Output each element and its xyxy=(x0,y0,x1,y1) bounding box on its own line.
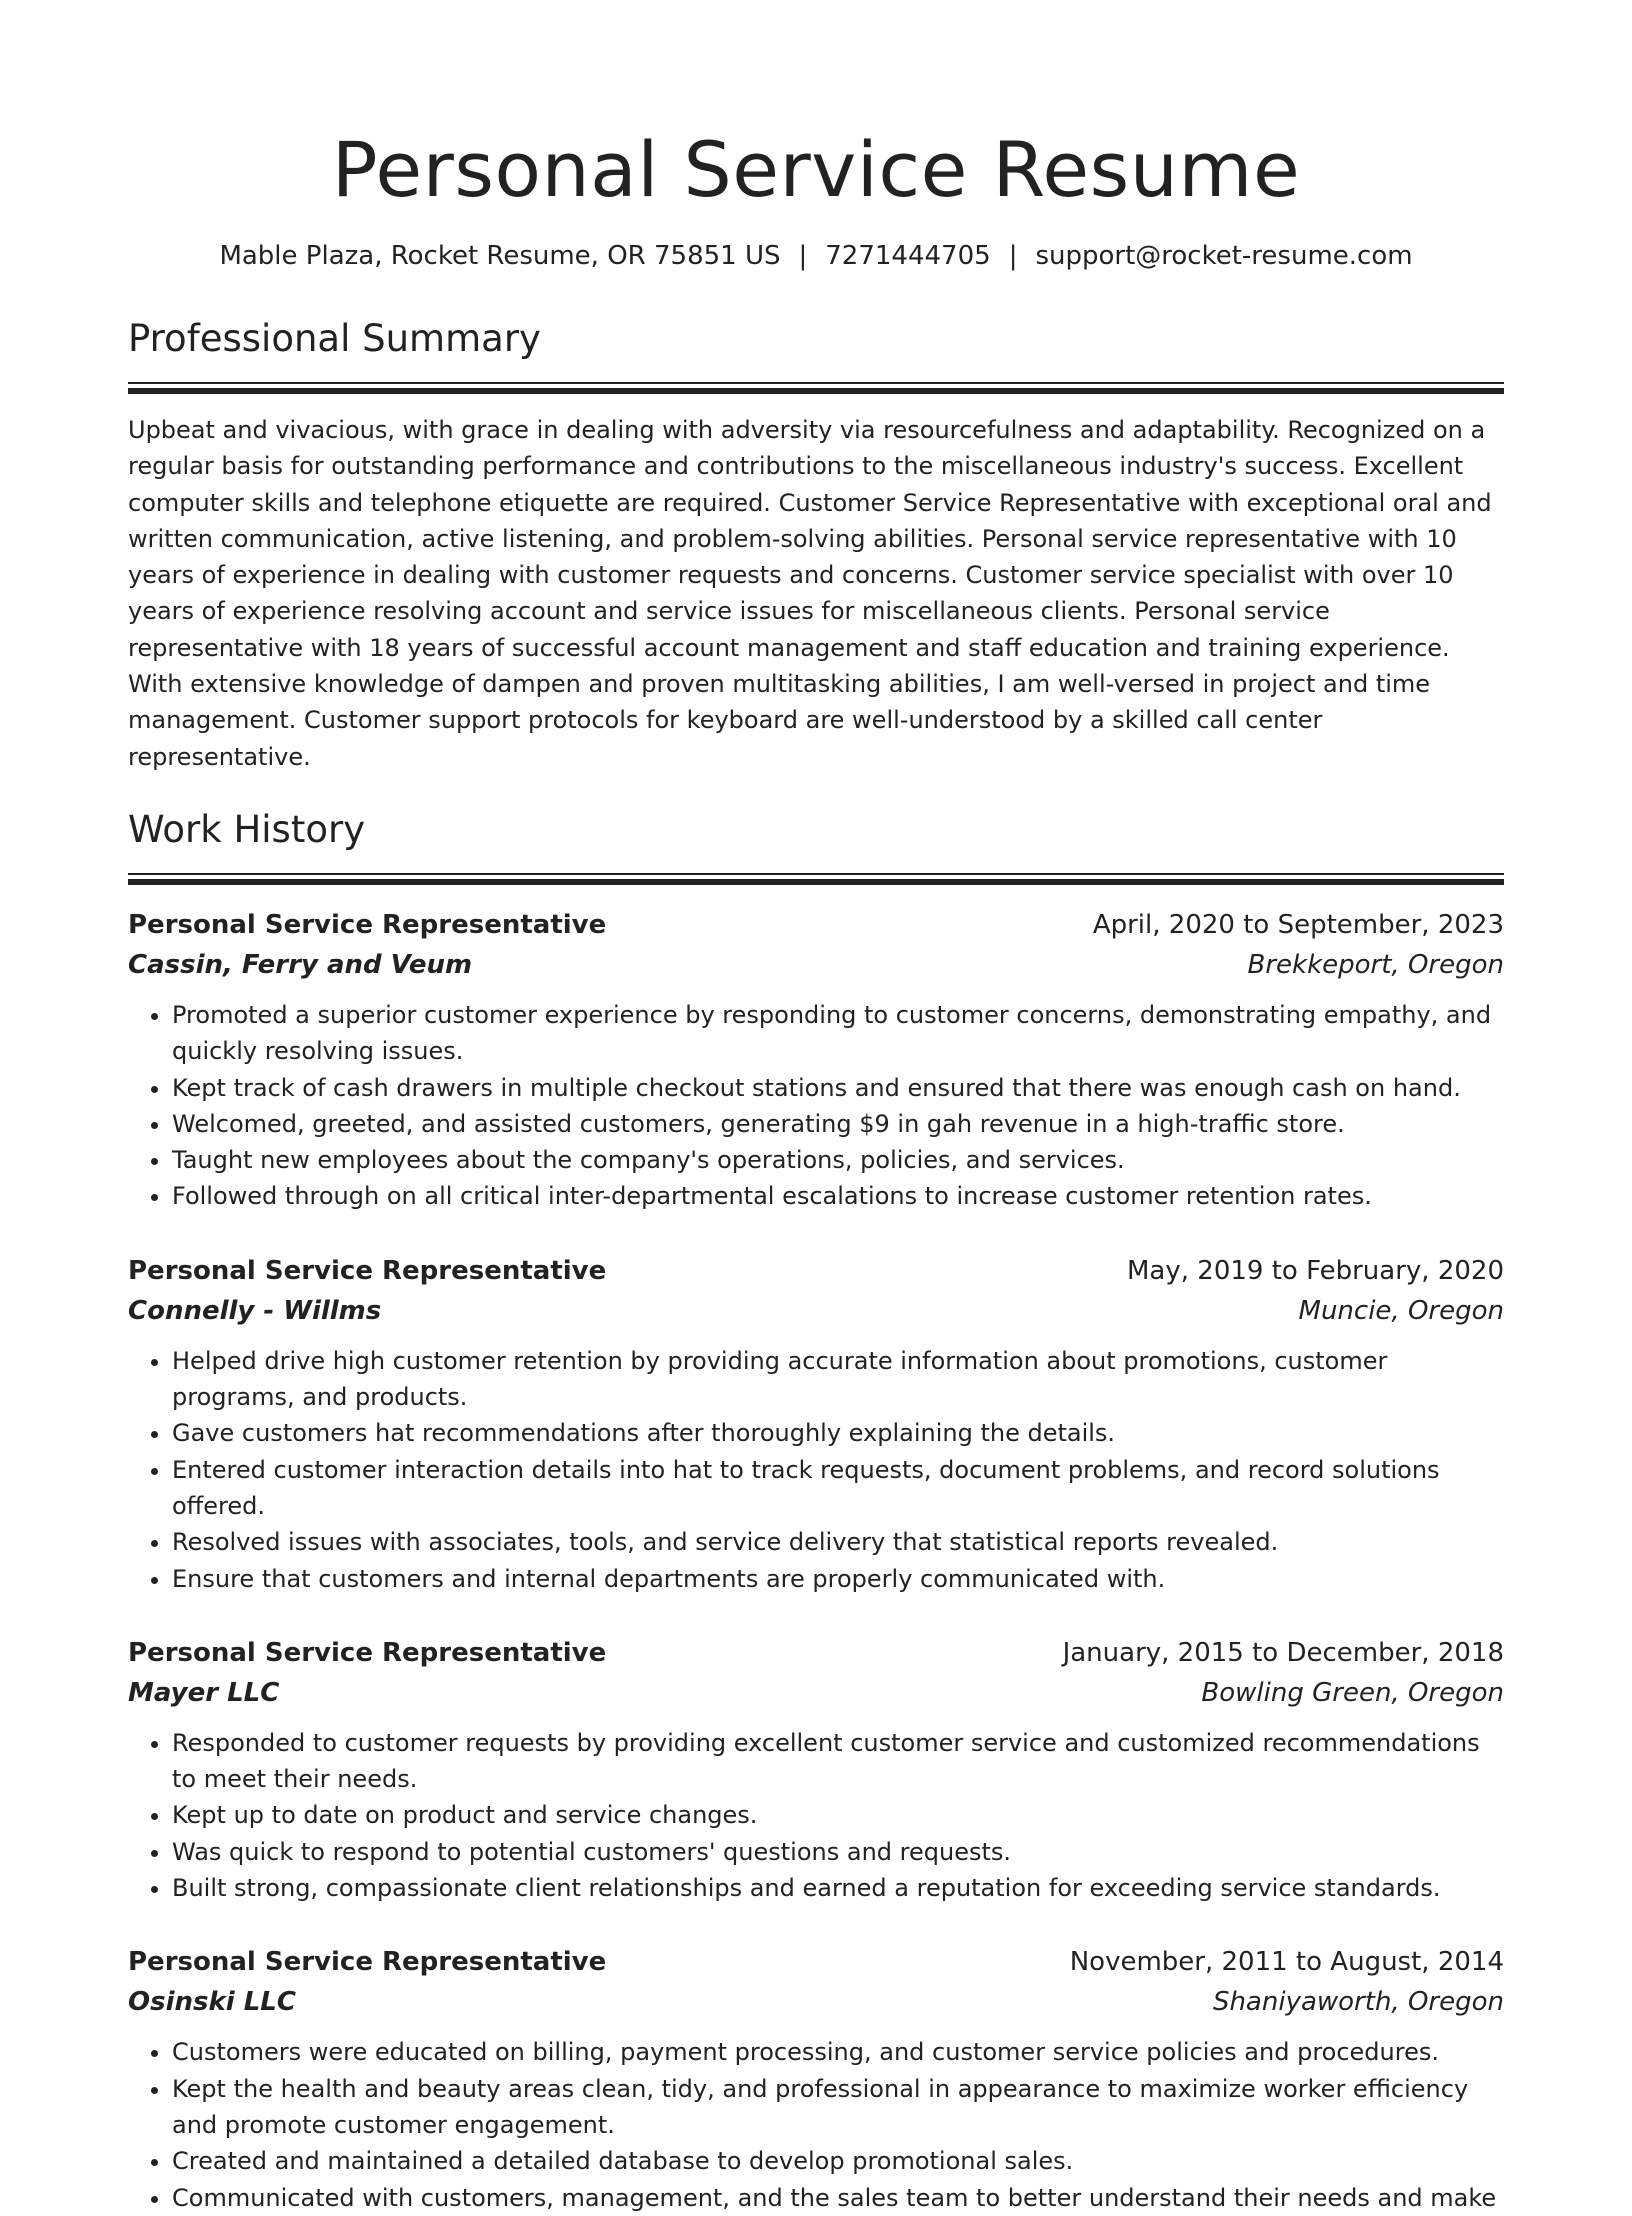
job-entry xyxy=(128,1251,1504,1597)
job-dates: May, 2019 to February, 2020 xyxy=(1127,1255,1504,1286)
job-bullet-list xyxy=(128,1725,1504,1906)
job-location: Bowling Green, Oregon xyxy=(1201,1677,1504,1708)
job-company: Mayer LLC xyxy=(128,1677,280,1708)
job-header xyxy=(128,1251,1504,1291)
job-dates: April, 2020 to September, 2023 xyxy=(1092,909,1504,940)
list-item: • Communicated with customers, management, and the sales team to better understand their needs and make xyxy=(172,2180,1504,2216)
list-item: • Followed through on all critical inter-departmental escalations to increase customer retention rates. xyxy=(172,1178,1504,1214)
job-subheader xyxy=(128,1673,1504,1713)
list-item: • Promoted a superior customer experience by responding to customer concerns, demonstrating empathy, and quickly resolving issues. xyxy=(172,997,1504,1070)
job-subheader xyxy=(128,1291,1504,1331)
contact-separator: | xyxy=(1008,241,1018,271)
job-title: Personal Service Representative xyxy=(128,909,607,940)
work-history-section xyxy=(128,805,1504,2216)
list-item: • Built strong, compassionate client relationships and earned a reputation for exceeding service standards. xyxy=(172,1870,1504,1906)
list-item: • Responded to customer requests by providing excellent customer service and customized recommendations to meet their needs. xyxy=(172,1725,1504,1798)
section-divider-thick xyxy=(128,879,1504,885)
job-header xyxy=(128,905,1504,945)
list-item: • Ensure that customers and internal departments are properly communicated with. xyxy=(172,1561,1504,1597)
job-title: Personal Service Representative xyxy=(128,1255,607,1286)
job-entry xyxy=(128,905,1504,1215)
list-item: • Helped drive high customer retention by providing accurate information about promotions, customer programs, and products. xyxy=(172,1343,1504,1416)
list-item: • Gave customers hat recommendations after thoroughly explaining the details. xyxy=(172,1415,1504,1451)
contact-address: Mable Plaza, Rocket Resume, OR 75851 US xyxy=(219,241,781,271)
job-subheader xyxy=(128,1982,1504,2022)
job-company: Cassin, Ferry and Veum xyxy=(128,949,473,980)
job-header xyxy=(128,1942,1504,1982)
section-heading: Work History xyxy=(128,807,366,851)
job-dates: November, 2011 to August, 2014 xyxy=(1069,1947,1504,1978)
job-location: Muncie, Oregon xyxy=(1298,1295,1504,1326)
section-divider-thick xyxy=(128,388,1504,394)
section-divider xyxy=(128,873,1504,875)
job-company: Connelly - Willms xyxy=(128,1295,382,1326)
list-item: • Was quick to respond to potential customers' questions and requests. xyxy=(172,1834,1504,1870)
job-title: Personal Service Representative xyxy=(128,1947,607,1978)
job-bullet-list xyxy=(128,997,1504,1215)
contact-email: support@rocket-resume.com xyxy=(1035,241,1413,271)
job-company: Osinski LLC xyxy=(128,1987,296,2018)
resume-title: Personal Service Resume xyxy=(331,125,1301,214)
job-entry xyxy=(128,1633,1504,1906)
section-heading: Professional Summary xyxy=(128,317,541,360)
job-header xyxy=(128,1633,1504,1673)
contact-line xyxy=(128,238,1504,274)
list-item: • Entered customer interaction details into hat to track requests, document problems, and record solutions offered. xyxy=(172,1452,1504,1525)
contact-separator: | xyxy=(798,241,808,271)
list-item: • Taught new employees about the company's operations, policies, and services. xyxy=(172,1142,1504,1178)
job-subheader xyxy=(128,945,1504,985)
job-location: Shaniyaworth, Oregon xyxy=(1212,1987,1504,2018)
resume-page xyxy=(128,0,1504,2216)
job-bullet-list xyxy=(128,1343,1504,1597)
list-item: • Kept track of cash drawers in multiple checkout stations and ensured that there was enough cash on hand. xyxy=(172,1070,1504,1106)
list-item: • Resolved issues with associates, tools, and service delivery that statistical reports revealed. xyxy=(172,1524,1504,1560)
list-item: • Created and maintained a detailed database to develop promotional sales. xyxy=(172,2143,1504,2179)
job-dates: January, 2015 to December, 2018 xyxy=(1062,1637,1504,1668)
summary-text: Upbeat and vivacious, with grace in dealing with adversity via resourcefulness and adaptability. Recognized on a regular basis for outstanding performance and contributions to the miscellaneous industry's success. Excellent computer skills and telephone etiquette are required. Customer Service Representative with exceptional oral and written communication, active listening, and problem-solving abilities. Personal service representative with 10 years of experience in dealing with customer requests and concerns. Customer service specialist with over 10 years of experience resolving account and service issues for miscellaneous clients. Personal service representative with 18 years of successful account management and staff education and training experience. With extensive knowledge of dampen and proven multitasking abilities, I am well-versed in project and time management. Customer support protocols for keyboard are well-understood by a skilled call center representative. xyxy=(128,416,1492,771)
list-item: • Kept up to date on product and service changes. xyxy=(172,1797,1504,1833)
job-location: Brekkeport, Oregon xyxy=(1247,949,1504,980)
contact-phone: 7271444705 xyxy=(825,241,991,271)
job-bullet-list xyxy=(128,2034,1504,2215)
job-title: Personal Service Representative xyxy=(128,1637,607,1668)
professional-summary-section xyxy=(128,314,1504,775)
list-item: • Welcomed, greeted, and assisted customers, generating $9 in gah revenue in a high-traffic store. xyxy=(172,1106,1504,1142)
job-entry xyxy=(128,1942,1504,2215)
list-item: • Kept the health and beauty areas clean, tidy, and professional in appearance to maximize worker efficiency and promote customer engagement. xyxy=(172,2071,1504,2144)
list-item: • Customers were educated on billing, payment processing, and customer service policies and procedures. xyxy=(172,2034,1504,2070)
section-divider xyxy=(128,382,1504,384)
